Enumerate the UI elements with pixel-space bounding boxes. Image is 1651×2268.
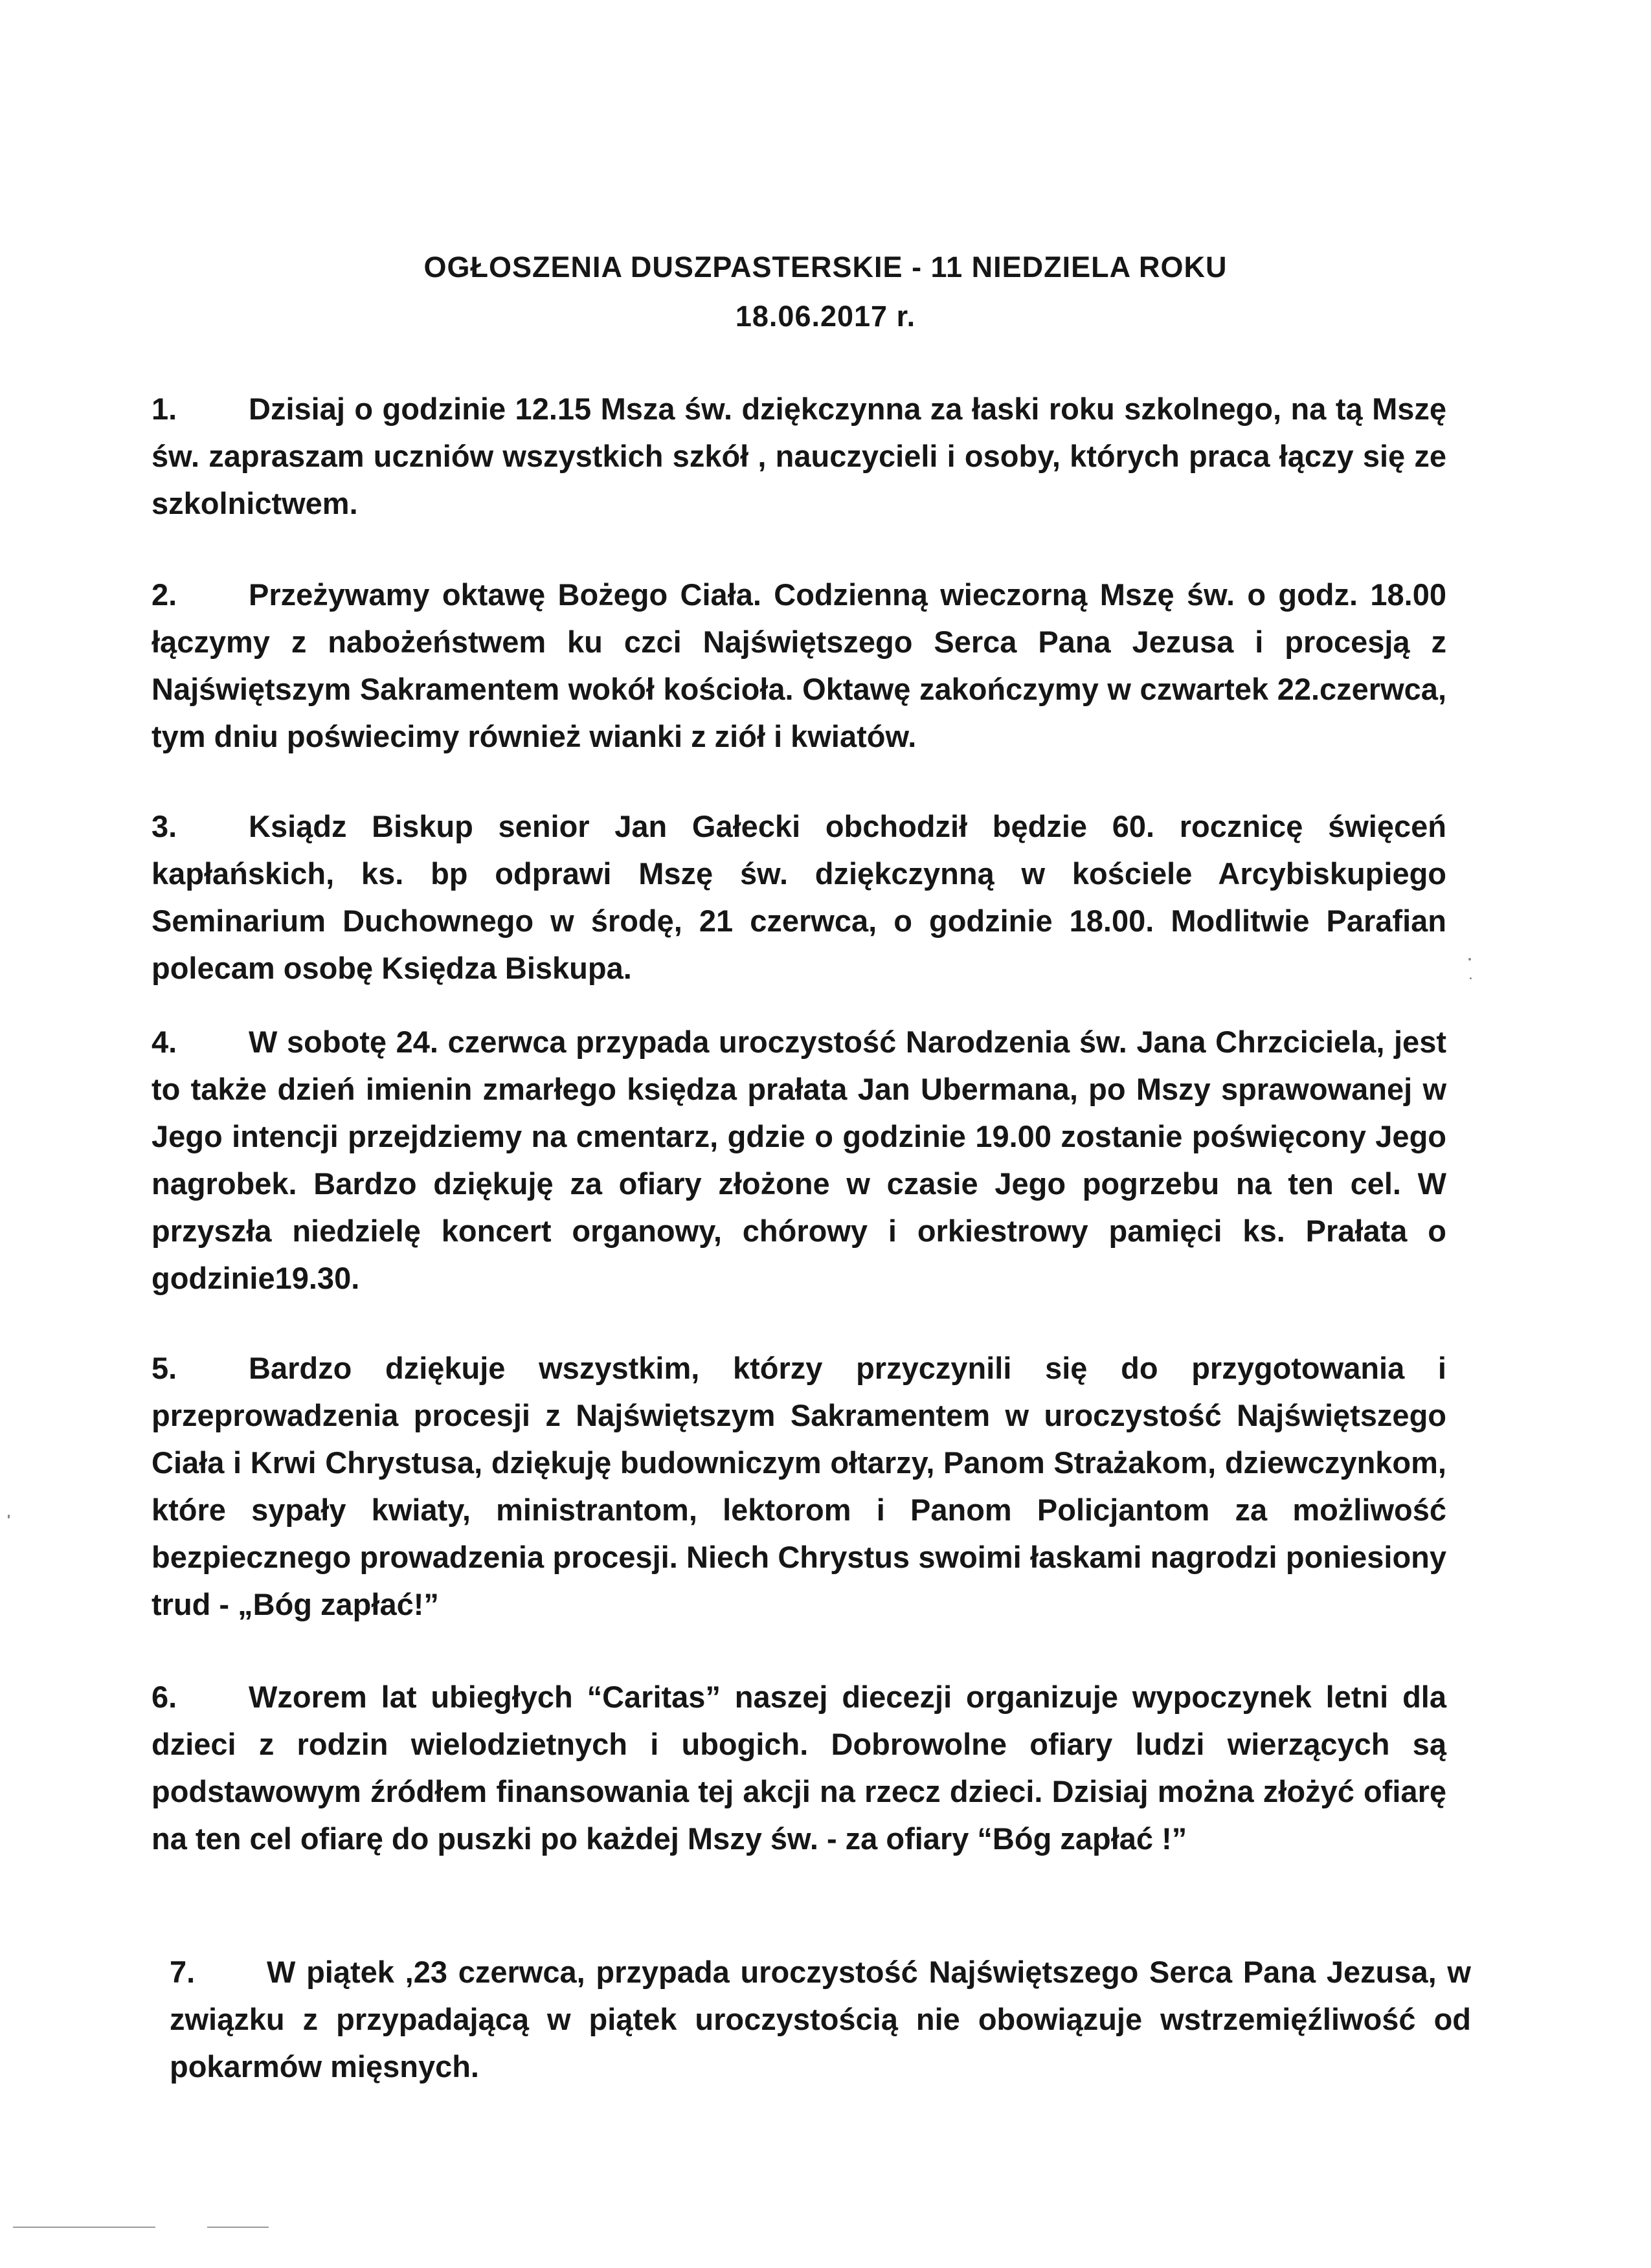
announcement-text: Dzisiaj o godzinie 12.15 Msza św. dziękczynna za łaski roku szkolnego, na tą Mszę św. zapraszam uczniów wszystkich szkół , nauczycieli i osoby, których praca łączy się ze szkolnictwem. [152,392,1446,520]
scan-artifact-speck [8,1515,10,1518]
scan-artifact-line [207,2227,269,2228]
announcement-number: 6. [152,1680,177,1714]
announcement-text: Wzorem lat ubiegłych “Caritas” naszej diecezji organizuje wypoczynek letni dla dzieci z rodzin wielodzietnych i ubogich. Dobrowolne ofiary ludzi wierzących są podstawowym źródłem finansowania tej akcji na rzecz dzieci. Dzisiaj można złożyć ofiarę na ten cel ofiarę do puszki po każdej Mszy św. - za ofiary “Bóg zapłać !” [152,1680,1446,1856]
page-date: 18.06.2017 r. [735,300,916,333]
announcement-number: 4. [152,1025,177,1059]
announcement-text: Bardzo dziękuje wszystkim, którzy przyczynili się do przygotowania i przeprowadzenia procesji z Najświętszym Sakramentem w uroczystość Najświętszego Ciała i Krwi Chrystusa, dziękuję budowniczym ołtarzy, Panom Strażakom, dziewczynkom, które sypały kwiaty, ministrantom, lektorom i Panom Policjantom za możliwość bezpiecznego prowadzenia procesji. Niech Chrystus swoimi łaskami nagrodzi poniesiony trud - „Bóg zapłać!” [152,1351,1446,1621]
announcement-number: 1. [152,392,177,426]
announcement-number: 5. [152,1351,177,1385]
announcement-text: Ksiądz Biskup senior Jan Gałecki obchodził będzie 60. rocznicę święceń kapłańskich, ks. bp odprawi Mszę św. dziękczynną w kościele Arcybiskupiego Seminarium Duchownego w środę, 21 czerwca, o godzinie 18.00. Modlitwie Parafian polecam osobę Księdza Biskupa. [152,809,1446,985]
announcement-text: W sobotę 24. czerwca przypada uroczystość Narodzenia św. Jana Chrzciciela, jest to także dzień imienin zmarłego księdza prałata Jan Ubermana, po Mszy sprawowanej w Jego intencji przejdziemy na cmentarz, gdzie o godzinie 19.00 zostanie poświęcony Jego nagrobek. Bardzo dziękuję za ofiary złożone w czasie Jego pogrzebu na ten cel. W przyszła niedzielę koncert organowy, chórowy i orkiestrowy pamięci ks. Prałata o godzinie19.30. [152,1025,1446,1295]
announcement-text: Przeżywamy oktawę Bożego Ciała. Codzienną wieczorną Mszę św. o godz. 18.00 łączymy z nabożeństwem ku czci Najświętszego Serca Pana Jezusa i procesją z Najświętszym Sakramentem wokół kościoła. Oktawę zakończymy w czwartek 22.czerwca, tym dniu poświecimy również wianki z ziół i kwiatów. [152,577,1446,753]
announcement-number: 7. [170,1955,196,1989]
announcement-item [170,1948,1471,2090]
scan-artifact-line [13,2227,155,2228]
announcement-item [152,1673,1446,1862]
announcement-item [152,803,1446,992]
announcement-item [152,1344,1446,1628]
scan-artifact-speck [1470,977,1472,979]
header [0,243,1651,341]
announcement-text: W piątek ,23 czerwca, przypada uroczystość Najświętszego Serca Pana Jezusa, w związku z przypadającą w piątek uroczystością nie obowiązuje wstrzemięźliwość od pokarmów mięsnych. [170,1955,1471,2084]
announcement-item [152,1018,1446,1302]
announcement-number: 3. [152,809,177,843]
page-title: OGŁOSZENIA DUSZPASTERSKIE - 11 NIEDZIELA ROKU [423,250,1228,284]
announcement-number: 2. [152,577,177,612]
scan-artifact-speck [1468,958,1471,961]
announcement-item [152,385,1446,527]
announcement-item [152,571,1446,760]
